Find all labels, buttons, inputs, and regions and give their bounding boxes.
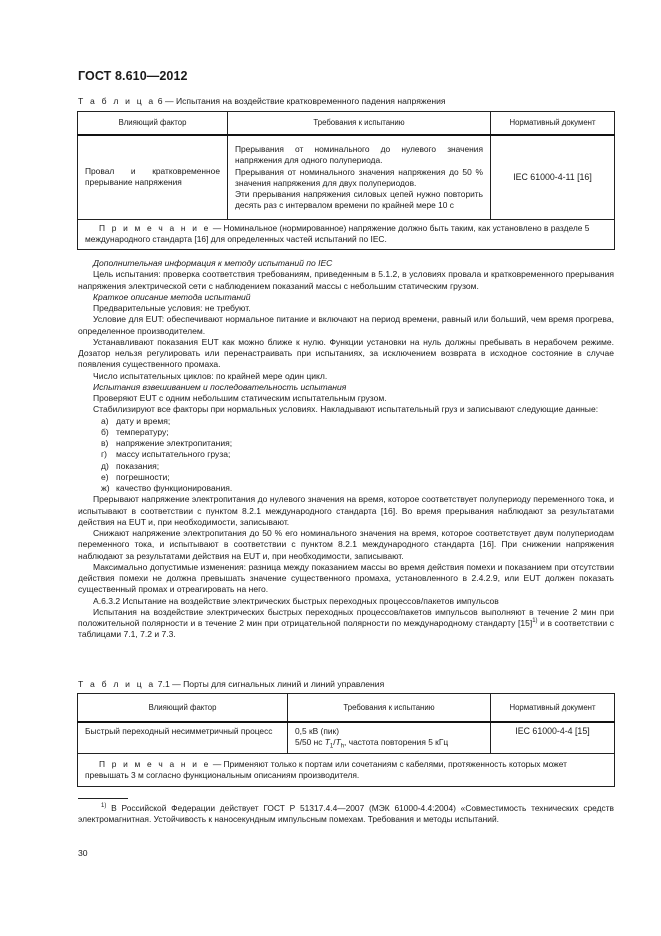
note-text: — Номинальное (нормированное) напряжение должно быть таким, как установлено в разделе 5 международного стандарта [16] для определенных частей испытаний по IEC. xyxy=(85,223,590,245)
table-row xyxy=(78,135,615,220)
table71-note xyxy=(78,753,615,786)
paragraph: Условие для EUT: обеспечивают нормальное питание и включают на период времени, равный или больший, чем время прогрева, определенное производителем. xyxy=(78,314,614,336)
body-text-block xyxy=(78,258,614,641)
table6-caption-title: 6 — Испытания на воздействие кратковременного падения напряжения xyxy=(155,96,446,106)
page-number: 30 xyxy=(78,848,88,858)
list-item: ж) качество функционирования. xyxy=(101,483,233,493)
section-heading: А.6.3.2 Испытание на воздействие электрических быстрых переходных процессов/пакетов импульсов xyxy=(93,595,499,606)
paragraph-subheading: Испытания взвешиванием и последовательность испытания xyxy=(93,381,347,392)
table6-col-document: Нормативный документ xyxy=(491,112,615,135)
list-item: в) напряжение электропитания; xyxy=(101,438,233,448)
footnote-separator xyxy=(78,798,128,799)
paragraph: Стабилизируют все факторы при нормальных условиях. Накладывают испытательный груз и записывают следующие данные: xyxy=(93,404,599,415)
paragraph: Испытания на воздействие электрических быстрых переходных процессов/пакетов импульсов выполняют в течение 2 мин при положительной полярности и в течение 2 мин при отрицательной полярности по международному стандарту $[15]^{1)}$ и в соответствии с таблицами 7.1, 7.2 и 7.3. xyxy=(78,606,614,640)
footnote-ref[interactable]: 1) xyxy=(532,618,538,624)
table71-requirements-cell: 0,5 кВ (пик) 5/50 нс $T_1/T_h$, частота повторения 5 кГц xyxy=(288,722,491,754)
paragraph: Устанавливают показания EUT как можно ближе к нулю. Функции установки на нуль должны пребывать в нерабочем режиме. Дозатор нельзя регулировать или перенастраивать при испытаниях, за исключением возврата в исходное состояние в случае появления существенного промаха. xyxy=(78,336,614,370)
list-item: г) массу испытательного груза; xyxy=(101,449,231,460)
list-item: а) дату и время; xyxy=(101,415,171,426)
table71-caption-title: 7.1 — Порты для сигнальных линий и линий управления xyxy=(155,679,385,689)
table71 xyxy=(77,693,615,787)
table6-col-requirements: Требования к испытанию xyxy=(228,112,491,135)
table71-col-requirements: Требования к испытанию xyxy=(288,694,491,722)
list-item: д) показания; xyxy=(101,460,160,471)
table6 xyxy=(77,111,615,250)
table6-note-row xyxy=(78,220,615,250)
paragraph: Цель испытания: проверка соответствия требованиям, приведенным в 5.1.2, в условиях провала и кратковременного прерывания напряжения электрической сети с наблюдением показаний массы с небольшим статическим грузом. xyxy=(78,269,614,291)
table6-requirements-cell xyxy=(228,135,491,220)
footnote xyxy=(78,803,614,825)
paragraph-subheading: Дополнительная информация к методу испытаний по IEC xyxy=(93,258,333,268)
paragraph-subheading: Краткое описание метода испытаний xyxy=(93,291,251,302)
note-text: — Применяют только к портам или сочетаниям с кабелями, протяженность которых может превышать 3 м согласно функциональным описаниям производителя. xyxy=(85,758,567,780)
list-item: е) погрешности; xyxy=(101,471,170,482)
paragraph: Число испытательных циклов: по крайней мере один цикл. xyxy=(93,370,328,381)
requirement-line: Прерывания от номинального до нулевого значения напряжения для одного полупериода. xyxy=(235,144,483,166)
document-header: ГОСТ 8.610—2012 xyxy=(78,69,188,83)
requirement-line: Прерывания от номинального значения напряжения до 50 % значения напряжения для двух полупериодов. xyxy=(235,166,483,188)
table71-document-cell: IEC 61000-4-4 [15] xyxy=(491,722,615,754)
paragraph: Прерывают напряжение электропитания до нулевого значения на время, которое соответствует полупериоду переменного тока, и испытывают в соответствии с пунктом 8.2.1 международного стандарта [16]. Во время прерывания наблюдают за результатами действия на EUT и, при необходимости, записывают. xyxy=(78,494,614,527)
table71-factor-cell: Быстрый переходный несимметричный процесс xyxy=(78,722,288,754)
table6-col-factor: Влияющий фактор xyxy=(78,112,228,135)
table71-caption-prefix: Т а б л и ц а xyxy=(78,679,156,689)
requirement-line: Эти прерывания напряжения силовых цепей нужно повторить десять раз с интервалом времени по крайней мере 10 с xyxy=(235,188,483,211)
table71-caption xyxy=(78,679,384,689)
note-label: П р и м е ч а н и е xyxy=(99,758,211,769)
table71-col-factor: Влияющий фактор xyxy=(78,694,288,722)
table6-caption-prefix: Т а б л и ц а xyxy=(78,96,156,106)
paragraph: Максимально допустимые изменения: разница между показанием массы во время действия помехи и показанием при отсутствии действия помехи не должна превышать значение существенного промаха, установленного в 2.4.2.9, или EUT должен показать существенный промах и отреагировать на него. xyxy=(78,561,614,595)
footnote-marker: 1) xyxy=(101,803,107,809)
table71-note-row xyxy=(78,753,615,786)
note-label: П р и м е ч а н и е xyxy=(99,223,211,233)
table6-note xyxy=(78,220,615,250)
paragraph: Снижают напряжение электропитания до 50 % его номинального значения на время, которое соответствует двум полупериодам переменного тока, и испытывают в соответствии с пунктом 8.2.1 международного стандарта [16]. При снижении напряжения наблюдают за результатами действия на EUT и, при необходимости, записывают. xyxy=(78,528,614,561)
table6-factor-cell: Провал и кратковременное прерывание напряжения xyxy=(78,135,228,220)
table6-caption xyxy=(78,96,446,106)
paragraph: Проверяют EUT с одним небольшим статическим испытательным грузом. xyxy=(93,393,387,403)
table6-header-row xyxy=(78,112,615,135)
table71-col-document: Нормативный документ xyxy=(491,694,615,722)
paragraph: Предварительные условия: не требуют. xyxy=(93,303,251,313)
table-row xyxy=(78,722,615,754)
table6-document-cell: IEC 61000-4-11 [16] xyxy=(491,135,615,220)
table71-header-row xyxy=(78,694,615,722)
footnote-text: В Российской Федерации действует ГОСТ Р 51317.4.4—2007 (МЭК 61000-4.4:2004) «Совместимость технических средств электромагнитная. Устойчивость к наносекундным импульсным помехам. Требования и методы испытаний. xyxy=(78,803,614,825)
list-item: б) температуру; xyxy=(101,426,169,437)
